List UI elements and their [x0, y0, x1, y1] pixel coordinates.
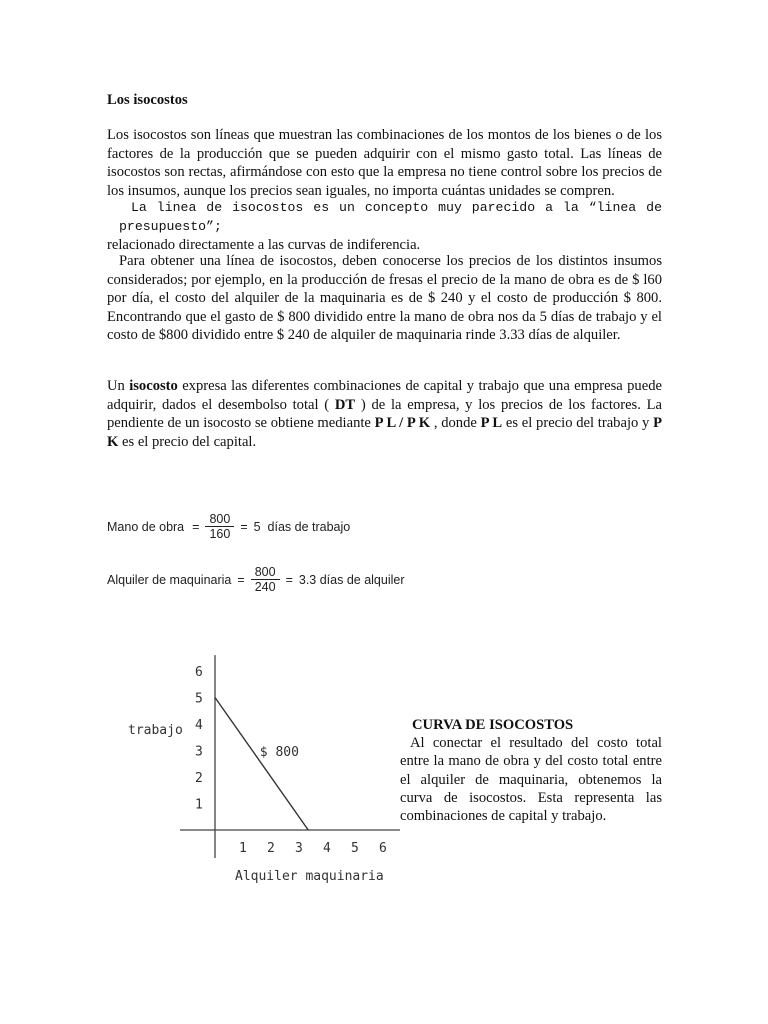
paragraph-definition-text: Los isocostos son líneas que muestran las combinaciones de los montos de los bienes o de los factores de la producción que se pueden adquirir con el mismo gasto total. Las líneas de isocostos son rectas, afirmándose con esto que la empresa no tiene control sobre los precios de los insumos, aunque los precios sean iguales, no importa cuántas unidades se compren.	[107, 127, 662, 199]
fraction	[251, 565, 280, 594]
formula-label: Alquiler de maquinaria	[107, 572, 232, 587]
numerator: 800	[209, 512, 231, 526]
denominator: 160	[205, 526, 234, 541]
bold-term: P L	[480, 415, 503, 431]
curve-text: Al conectar el resultado del costo total entre la mano de obra y del costo total entre el alquiler de maquinaria, obtenemos la curva de isocostos. Esta representa las combinaciones de capital y trabajo.	[400, 735, 662, 825]
text-run: es el precio del trabajo y	[502, 415, 654, 431]
y-tick-label: 6	[195, 665, 203, 680]
bold-term: isocosto	[129, 378, 178, 394]
paragraph-example	[107, 252, 662, 345]
equals-sign: =	[285, 572, 293, 587]
x-tick-label: 6	[379, 841, 387, 856]
x-tick-label: 2	[267, 841, 275, 856]
y-tick-label: 5	[195, 691, 203, 707]
fraction	[205, 512, 234, 541]
text-run: Un	[107, 378, 130, 394]
y-tick-label: 1	[195, 797, 203, 813]
bold-term: P K	[107, 415, 662, 450]
section-heading: Los isocostos	[107, 92, 188, 108]
paragraph-budget-line	[107, 199, 662, 255]
formula-mano-de-obra	[107, 512, 350, 541]
formula-result: 5 días de trabajo	[253, 519, 351, 534]
text-run: ) de la empresa, y los precios de los factores. La pendiente de un isocosto se obtiene mediante	[107, 396, 662, 431]
budget-line-text: relacionado directamente a las curvas de indiferencia.	[107, 237, 421, 253]
curve-description	[400, 716, 662, 825]
equals-sign: =	[237, 572, 245, 587]
formula-label: Mano de obra	[107, 519, 185, 534]
formula-result: 3.3 días de alquiler	[298, 572, 405, 587]
paragraph-definition	[107, 126, 662, 200]
paragraph-example-text: Para obtener una línea de isocostos, deben conocerse los precios de los distintos insumos considerados; por ejemplo, en la producción de fresas el precio de la mano de obra es de $ l60 por día, el costo del alquiler de la maquinaria es de $ 240 y el costo de producción $ 800. Encontrando que el gasto de $ 800 dividido entre la mano de obra nos da 5 días de trabajo y el costo de $800 dividido entre $ 240 de alquiler de maquinaria rinde 3.33 días de alquiler.	[107, 253, 662, 343]
y-tick-label: 2	[195, 771, 203, 786]
formula-alquiler	[107, 565, 405, 594]
equals-sign: =	[192, 519, 200, 534]
equals-sign: =	[240, 519, 248, 534]
denominator: 240	[251, 579, 280, 594]
curve-title: CURVA DE ISOCOSTOS	[412, 717, 574, 733]
y-tick-label: 4	[195, 718, 203, 733]
x-axis-label: Alquiler maquinaria	[235, 869, 384, 884]
numerator: 800	[254, 565, 276, 579]
bold-term: P L / P K	[374, 415, 431, 431]
text-run: es el precio del capital.	[118, 433, 257, 450]
y-tick-label: 3	[195, 744, 203, 760]
x-tick-label: 5	[351, 841, 359, 856]
x-tick-label: 1	[239, 841, 247, 856]
bold-term: DT	[334, 396, 356, 413]
budget-line-mono-text: La linea de isocostos es un concepto muy parecido a la “linea de presupuesto”;	[119, 200, 662, 234]
y-axis-label: trabajo	[128, 723, 183, 738]
isocost-chart	[120, 650, 400, 890]
x-tick-label: 4	[323, 841, 331, 856]
text-run: , donde	[430, 415, 481, 431]
isocost-line	[215, 698, 308, 831]
paragraph-isocosto	[107, 377, 662, 451]
text-run: expresa las diferentes combinaciones de capital y trabajo que una empresa puede adquirir, dados el desembolso total (	[107, 378, 662, 413]
isocost-label: $ 800	[259, 744, 299, 760]
x-tick-label: 3	[295, 841, 303, 856]
